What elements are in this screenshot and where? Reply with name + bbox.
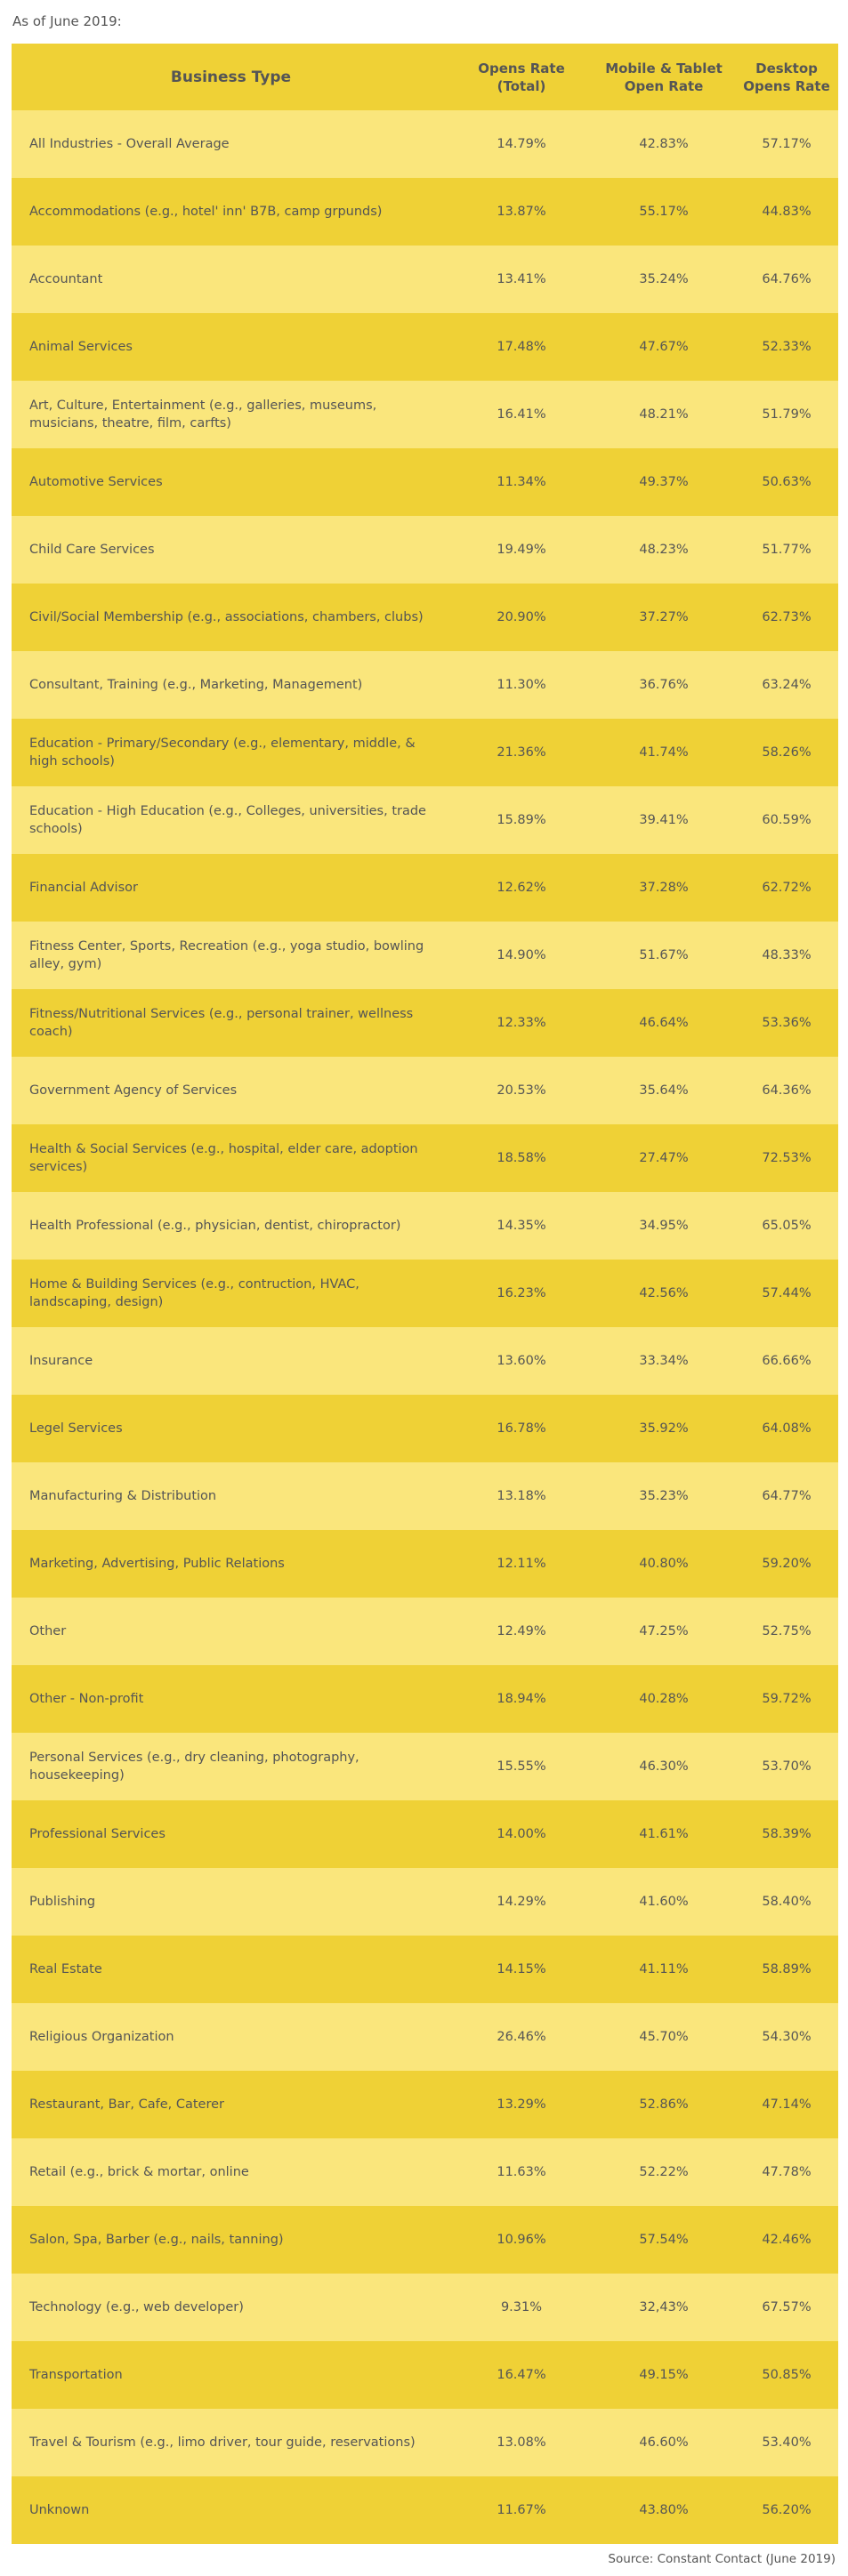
table-row xyxy=(12,786,838,854)
cell-mobile-tablet-rate: 36.76% xyxy=(639,678,689,692)
cell-opens-rate-total: 21.36% xyxy=(497,745,546,760)
table-row xyxy=(12,989,838,1057)
cell-mobile-tablet-rate: 43.80% xyxy=(639,2503,689,2517)
header-row xyxy=(12,44,838,110)
header-business-type: Business Type xyxy=(170,68,292,86)
cell-business-type: Manufacturing & Distribution xyxy=(29,1489,217,1503)
cell-opens-rate-total: 14.29% xyxy=(497,1895,546,1909)
cell-business-type: Automotive Services xyxy=(29,475,163,489)
cell-business-type: Civil/Social Membership (e.g., associations, chambers, clubs) xyxy=(29,610,424,624)
cell-mobile-tablet-rate: 35.92% xyxy=(639,1421,689,1436)
cell-desktop-rate: 42.46% xyxy=(762,2233,812,2247)
cell-business-type: Government Agency of Services xyxy=(29,1083,238,1098)
table-header xyxy=(12,44,838,110)
cell-opens-rate-total: 20.53% xyxy=(497,1083,546,1098)
cell-desktop-rate: 47.14% xyxy=(762,2097,812,2112)
cell-opens-rate-total: 18.58% xyxy=(497,1151,546,1165)
table-row xyxy=(12,2409,838,2476)
cell-opens-rate-total: 9.31% xyxy=(500,2300,543,2314)
table-row xyxy=(12,381,838,448)
cell-business-type: Professional Services xyxy=(29,1827,166,1841)
table-row xyxy=(12,854,838,922)
cell-desktop-rate: 50.85% xyxy=(762,2368,812,2382)
cell-mobile-tablet-rate: 49.37% xyxy=(639,475,689,489)
table-row xyxy=(12,1462,838,1530)
table-row xyxy=(12,246,838,313)
table-row xyxy=(12,2138,838,2206)
cell-mobile-tablet-rate: 51.67% xyxy=(639,948,689,962)
cell-business-type: Restaurant, Bar, Cafe, Caterer xyxy=(29,2097,225,2112)
cell-opens-rate-total: 15.89% xyxy=(497,813,546,827)
cell-opens-rate-total: 19.49% xyxy=(497,543,546,557)
cell-opens-rate-total: 16.78% xyxy=(497,1421,546,1436)
cell-opens-rate-total: 11.67% xyxy=(497,2503,546,2517)
cell-desktop-rate: 64.36% xyxy=(762,1083,812,1098)
cell-business-type: Technology (e.g., web developer) xyxy=(29,2300,244,2314)
cell-business-type: All Industries - Overall Average xyxy=(29,137,230,151)
table-row xyxy=(12,1598,838,1665)
table-row xyxy=(12,651,838,719)
cell-desktop-rate: 59.20% xyxy=(762,1557,812,1571)
cell-desktop-rate: 58.40% xyxy=(762,1895,812,1909)
cell-opens-rate-total: 12.62% xyxy=(497,881,546,895)
cell-business-type: Fitness/Nutritional Services (e.g., personal trainer, wellness coach) xyxy=(29,1007,414,1039)
cell-mobile-tablet-rate: 41.11% xyxy=(639,1962,689,1976)
cell-desktop-rate: 57.17% xyxy=(762,137,812,151)
table-body xyxy=(12,110,838,2544)
cell-mobile-tablet-rate: 40.28% xyxy=(639,1692,689,1706)
cell-mobile-tablet-rate: 45.70% xyxy=(639,2030,689,2044)
cell-business-type: Education - Primary/Secondary (e.g., elementary, middle, & high schools) xyxy=(29,737,416,769)
cell-desktop-rate: 57.44% xyxy=(762,1286,812,1300)
cell-mobile-tablet-rate: 39.41% xyxy=(639,813,689,827)
cell-business-type: Consultant, Training (e.g., Marketing, Management) xyxy=(29,678,363,692)
cell-opens-rate-total: 16.47% xyxy=(497,2368,546,2382)
cell-opens-rate-total: 26.46% xyxy=(497,2030,546,2044)
cell-mobile-tablet-rate: 46.60% xyxy=(639,2435,689,2450)
cell-business-type: Animal Services xyxy=(29,340,133,354)
cell-desktop-rate: 64.76% xyxy=(762,272,812,286)
table-row xyxy=(12,1530,838,1598)
table-row xyxy=(12,2071,838,2138)
cell-mobile-tablet-rate: 46.64% xyxy=(639,1016,689,1030)
table-row xyxy=(12,1192,838,1260)
cell-opens-rate-total: 13.60% xyxy=(497,1354,546,1368)
cell-opens-rate-total: 14.90% xyxy=(497,948,546,962)
cell-business-type: Health & Social Services (e.g., hospital, elder care, adoption services) xyxy=(29,1142,418,1174)
cell-business-type: Publishing xyxy=(29,1895,96,1909)
cell-desktop-rate: 53.70% xyxy=(762,1759,812,1774)
cell-business-type: Transportation xyxy=(29,2368,123,2382)
cell-opens-rate-total: 18.94% xyxy=(497,1692,546,1706)
cell-opens-rate-total: 13.18% xyxy=(497,1489,546,1503)
table-row xyxy=(12,1665,838,1733)
cell-desktop-rate: 60.59% xyxy=(762,813,812,827)
table-row xyxy=(12,2003,838,2071)
table-row xyxy=(12,2206,838,2274)
header-opens-rate-total: Opens Rate (Total) xyxy=(478,60,565,94)
cell-mobile-tablet-rate: 32,43% xyxy=(639,2300,689,2314)
cell-desktop-rate: 72.53% xyxy=(762,1151,812,1165)
cell-mobile-tablet-rate: 49.15% xyxy=(639,2368,689,2382)
cell-business-type: Real Estate xyxy=(29,1962,102,1976)
cell-business-type: Travel & Tourism (e.g., limo driver, tour guide, reservations) xyxy=(29,2435,416,2450)
cell-desktop-rate: 64.08% xyxy=(762,1421,812,1436)
cell-desktop-rate: 66.66% xyxy=(762,1354,812,1368)
cell-business-type: Marketing, Advertising, Public Relations xyxy=(29,1557,285,1571)
header-desktop-opens-rate: Desktop Opens Rate xyxy=(743,60,830,94)
cell-mobile-tablet-rate: 33.34% xyxy=(639,1354,689,1368)
cell-mobile-tablet-rate: 35.24% xyxy=(639,272,689,286)
cell-business-type: Other xyxy=(29,1624,67,1638)
cell-opens-rate-total: 14.35% xyxy=(497,1219,546,1233)
cell-desktop-rate: 56.20% xyxy=(762,2503,812,2517)
cell-mobile-tablet-rate: 41.74% xyxy=(639,745,689,760)
cell-mobile-tablet-rate: 57.54% xyxy=(639,2233,689,2247)
cell-business-type: Salon, Spa, Barber (e.g., nails, tanning) xyxy=(29,2233,284,2247)
cell-opens-rate-total: 16.23% xyxy=(497,1286,546,1300)
cell-opens-rate-total: 13.87% xyxy=(497,205,546,219)
cell-mobile-tablet-rate: 35.64% xyxy=(639,1083,689,1098)
table-row xyxy=(12,1327,838,1395)
table-row xyxy=(12,110,838,178)
cell-opens-rate-total: 13.08% xyxy=(497,2435,546,2450)
cell-desktop-rate: 47.78% xyxy=(762,2165,812,2179)
cell-mobile-tablet-rate: 47.67% xyxy=(639,340,689,354)
cell-mobile-tablet-rate: 55.17% xyxy=(639,205,689,219)
cell-opens-rate-total: 10.96% xyxy=(497,2233,546,2247)
table-row xyxy=(12,2341,838,2409)
cell-business-type: Other - Non-profit xyxy=(29,1692,144,1706)
cell-mobile-tablet-rate: 48.23% xyxy=(639,543,689,557)
cell-business-type: Unknown xyxy=(29,2503,90,2517)
cell-desktop-rate: 48.33% xyxy=(762,948,812,962)
cell-business-type: Insurance xyxy=(29,1354,93,1368)
table-row xyxy=(12,1868,838,1936)
cell-mobile-tablet-rate: 52.22% xyxy=(639,2165,689,2179)
cell-opens-rate-total: 13.41% xyxy=(497,272,546,286)
cell-desktop-rate: 58.26% xyxy=(762,745,812,760)
cell-mobile-tablet-rate: 42.56% xyxy=(639,1286,689,1300)
cell-business-type: Child Care Services xyxy=(29,543,155,557)
table-row xyxy=(12,1057,838,1124)
cell-mobile-tablet-rate: 52.86% xyxy=(639,2097,689,2112)
cell-mobile-tablet-rate: 34.95% xyxy=(639,1219,689,1233)
open-rates-table-container xyxy=(12,44,838,2544)
cell-opens-rate-total: 11.63% xyxy=(497,2165,546,2179)
table-row xyxy=(12,584,838,651)
cell-desktop-rate: 64.77% xyxy=(762,1489,812,1503)
cell-mobile-tablet-rate: 47.25% xyxy=(639,1624,689,1638)
table-row xyxy=(12,313,838,381)
cell-desktop-rate: 53.36% xyxy=(762,1016,812,1030)
table-row xyxy=(12,1395,838,1462)
page-caption: As of June 2019: xyxy=(12,13,122,29)
cell-mobile-tablet-rate: 37.27% xyxy=(639,610,689,624)
table-row xyxy=(12,1800,838,1868)
table-row xyxy=(12,516,838,584)
cell-mobile-tablet-rate: 41.61% xyxy=(639,1827,689,1841)
table-row xyxy=(12,922,838,989)
cell-opens-rate-total: 16.41% xyxy=(497,407,546,422)
cell-business-type: Legel Services xyxy=(29,1421,123,1436)
cell-business-type: Fitness Center, Sports, Recreation (e.g., yoga studio, bowling alley, gym) xyxy=(29,939,424,971)
cell-business-type: Accommodations (e.g., hotel' inn' B7B, camp grpunds) xyxy=(29,205,383,219)
cell-business-type: Accountant xyxy=(29,272,103,286)
open-rates-table xyxy=(12,44,838,2544)
cell-opens-rate-total: 14.00% xyxy=(497,1827,546,1841)
cell-opens-rate-total: 12.49% xyxy=(497,1624,546,1638)
cell-desktop-rate: 65.05% xyxy=(762,1219,812,1233)
cell-desktop-rate: 58.39% xyxy=(762,1827,812,1841)
cell-mobile-tablet-rate: 37.28% xyxy=(639,881,689,895)
cell-desktop-rate: 52.33% xyxy=(762,340,812,354)
cell-business-type: Retail (e.g., brick & mortar, online xyxy=(29,2165,249,2179)
cell-desktop-rate: 58.89% xyxy=(762,1962,812,1976)
cell-opens-rate-total: 11.30% xyxy=(497,678,546,692)
table-row xyxy=(12,719,838,786)
table-row xyxy=(12,178,838,246)
cell-desktop-rate: 59.72% xyxy=(762,1692,812,1706)
cell-business-type: Education - High Education (e.g., Colleges, universities, trade schools) xyxy=(29,804,426,836)
cell-desktop-rate: 50.63% xyxy=(762,475,812,489)
source-note: Source: Constant Contact (June 2019) xyxy=(608,2552,836,2566)
cell-mobile-tablet-rate: 41.60% xyxy=(639,1895,689,1909)
cell-opens-rate-total: 12.11% xyxy=(497,1557,546,1571)
cell-desktop-rate: 63.24% xyxy=(762,678,812,692)
cell-opens-rate-total: 20.90% xyxy=(497,610,546,624)
cell-opens-rate-total: 13.29% xyxy=(497,2097,546,2112)
cell-desktop-rate: 67.57% xyxy=(762,2300,812,2314)
cell-mobile-tablet-rate: 40.80% xyxy=(639,1557,689,1571)
cell-opens-rate-total: 11.34% xyxy=(497,475,546,489)
cell-desktop-rate: 52.75% xyxy=(762,1624,812,1638)
cell-business-type: Religious Organization xyxy=(29,2030,174,2044)
cell-business-type: Health Professional (e.g., physician, dentist, chiropractor) xyxy=(29,1219,401,1233)
cell-opens-rate-total: 17.48% xyxy=(497,340,546,354)
header-mobile-tablet-open-rate: Mobile & Tablet Open Rate xyxy=(605,60,723,94)
cell-opens-rate-total: 15.55% xyxy=(497,1759,546,1774)
table-row xyxy=(12,1124,838,1192)
table-row xyxy=(12,2476,838,2544)
cell-opens-rate-total: 14.79% xyxy=(497,137,546,151)
cell-mobile-tablet-rate: 27.47% xyxy=(639,1151,689,1165)
table-row xyxy=(12,2274,838,2341)
cell-opens-rate-total: 14.15% xyxy=(497,1962,546,1976)
table-row xyxy=(12,448,838,516)
table-row xyxy=(12,1733,838,1800)
cell-desktop-rate: 62.72% xyxy=(762,881,812,895)
cell-desktop-rate: 51.79% xyxy=(762,407,812,422)
cell-desktop-rate: 53.40% xyxy=(762,2435,812,2450)
cell-business-type: Art, Culture, Entertainment (e.g., galleries, museums, musicians, theatre, film, carfts) xyxy=(29,398,377,431)
cell-desktop-rate: 62.73% xyxy=(762,610,812,624)
cell-business-type: Home & Building Services (e.g., contruction, HVAC, landscaping, design) xyxy=(29,1277,359,1309)
cell-mobile-tablet-rate: 48.21% xyxy=(639,407,689,422)
table-row xyxy=(12,1260,838,1327)
cell-business-type: Personal Services (e.g., dry cleaning, photography, housekeeping) xyxy=(29,1751,359,1783)
cell-mobile-tablet-rate: 35.23% xyxy=(639,1489,689,1503)
cell-business-type: Financial Advisor xyxy=(29,881,138,895)
cell-mobile-tablet-rate: 46.30% xyxy=(639,1759,689,1774)
cell-opens-rate-total: 12.33% xyxy=(497,1016,546,1030)
cell-desktop-rate: 54.30% xyxy=(762,2030,812,2044)
cell-desktop-rate: 44.83% xyxy=(762,205,812,219)
table-row xyxy=(12,1936,838,2003)
cell-desktop-rate: 51.77% xyxy=(762,543,812,557)
cell-mobile-tablet-rate: 42.83% xyxy=(639,137,689,151)
